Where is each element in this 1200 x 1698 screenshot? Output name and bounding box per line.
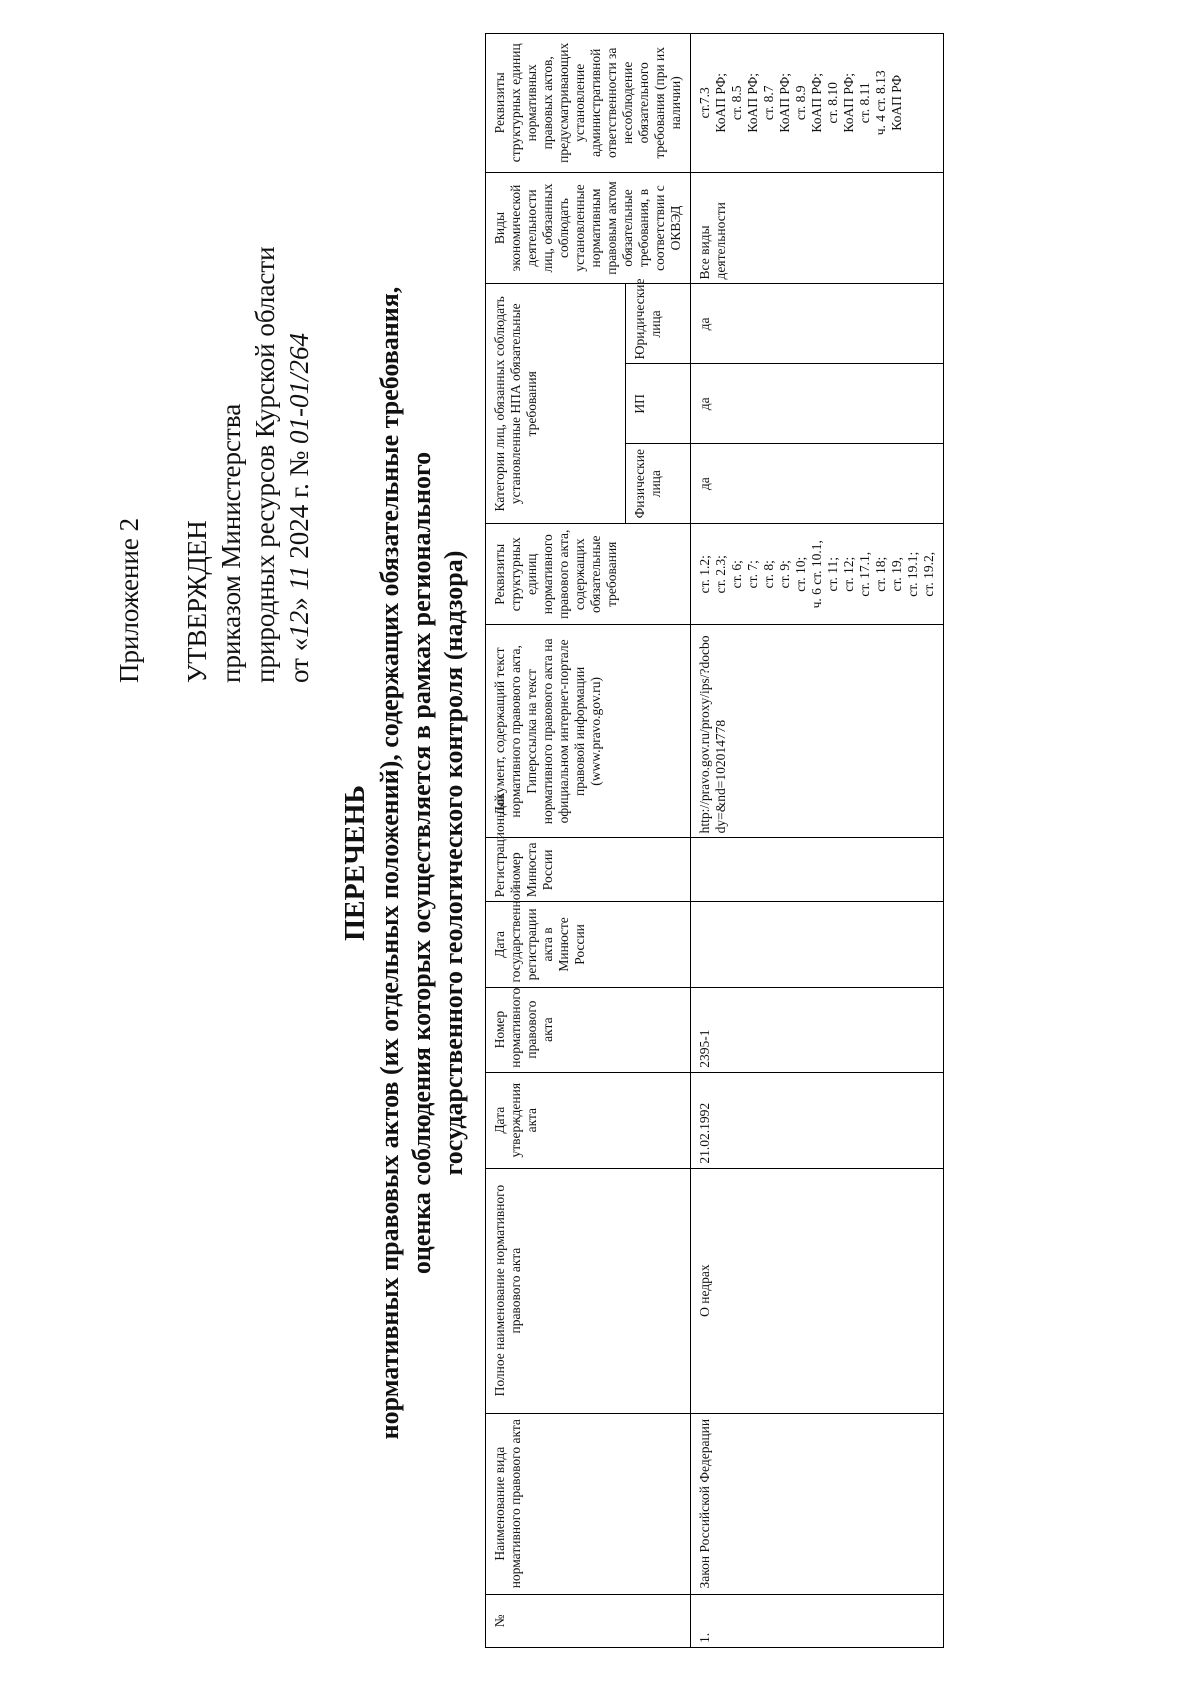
approved-label: УТВЕРЖДЕН [182,520,212,683]
requisite-item: ст. 10; [793,556,808,592]
col-kind: Наименование вида нормативного правового акта [486,1413,691,1594]
cell-reg-number [691,838,944,902]
koap-item: ч. 4 ст. 8.13 [873,70,888,136]
koap-item: КоАП РФ; [745,72,760,133]
date-mid: » [284,590,314,611]
col-legal: Юридические лица [626,284,691,364]
acts-table [485,33,944,1648]
date-year: 2024 г. № [284,450,314,559]
col-reg-date: Дата государственной регистрации акта в Минюсте России [486,902,691,987]
requisite-item: ст. 1.2; [697,555,712,594]
cell-reg-date [691,902,944,987]
col-act-number: Номер нормативного правового акта [486,987,691,1072]
koap-item: КоАП РФ; [841,72,856,133]
requisite-item: ст. 6; [729,560,744,589]
requisite-item: ст. 7; [745,560,760,589]
col-ip: ИП [626,364,691,444]
requisite-item: ст. 19.1; [905,551,920,597]
col-reg-number: Регистрационный номер Минюста России [486,838,691,902]
koap-item: ст.7.3 [697,87,712,119]
col-requisites: Реквизиты структурных единиц нормативного правового акта, содержащих обязательные требования [486,524,691,625]
koap-item: ст. 8.7 [761,85,776,121]
koap-item: ст. 8.10 [825,82,840,124]
heading-line-2: оценка соблюдения которых осуществляется в рамках регионального [407,451,436,1275]
koap-item: ст. 8.5 [729,85,744,121]
requisite-item: ст. 2.3; [713,555,728,594]
approval-line-1: приказом Министерства [216,403,246,683]
requisite-item: ст. 17.1, [857,551,872,597]
cell-document-link[interactable]: http://pravo.gov.ru/proxy/ips/?docbody=&nd=102014778 [691,625,944,838]
koap-item: ст. 8.11 [857,82,872,124]
col-activities: Виды экономической деятельности лиц, обязанных соблюдать установленные нормативным правовым актом обязательные требования, в соответствии с ОКВЭД [486,172,691,284]
koap-item: КоАП РФ [889,74,904,131]
date-prefix: от « [284,637,314,683]
requisite-item: ст. 19, [889,556,904,592]
approval-block [112,43,316,683]
date-day: 12 [284,610,314,638]
requisite-item: ст. 18; [873,556,888,592]
koap-item: КоАП РФ; [777,72,792,133]
koap-item: ст. 8.9 [793,85,808,121]
requisite-item: ст. 19.2, [921,551,936,597]
cell-koap [691,34,944,173]
koap-item: КоАП РФ; [809,72,824,133]
cell-activities: Все виды деятельности [691,172,944,284]
col-categories: Категории лиц, обязанных соблюдать установленные НПА обязательные требования [486,284,626,524]
requisite-item: ч. 6 ст. 10.1, [809,540,824,609]
cell-requisites [691,524,944,625]
date-month: 11 [284,565,314,591]
cell-legal: да [691,284,944,364]
requisite-item: ст. 12; [841,556,856,592]
col-koap: Реквизиты структурных единиц нормативных правовых актов, предусматривающих установление административной ответственности за несоблюдение обязательного требования (при их наличии) [486,34,691,173]
approval-date-line [282,43,316,683]
heading-line-3: государственного геологического контроля (надзора) [439,550,468,1176]
col-approval-date: Дата утверждения акта [486,1072,691,1168]
heading-line-1: нормативных правовых актов (их отдельных положений), содержащих обязательные требования, [375,286,404,1440]
requisite-item: ст. 8; [761,560,776,589]
col-num: № [486,1594,691,1647]
order-number: 01-01/264 [284,333,314,444]
koap-item: КоАП РФ; [713,72,728,133]
cell-full-name: О недрах [691,1168,944,1413]
document-title: ПЕРЕЧЕНЬ [340,785,371,941]
requisite-item: ст. 9; [777,560,792,589]
cell-ip: да [691,364,944,444]
col-full-name: Полное наименование нормативного правового акта [486,1168,691,1413]
appendix-label: Приложение 2 [114,517,144,683]
table-row [691,34,944,1648]
approval-line-2: природных ресурсов Курской области [250,246,280,683]
table-header-row [486,34,626,1648]
col-individuals: Физические лица [626,444,691,524]
cell-kind: Закон Российской Федерации [691,1413,944,1594]
document-heading [340,188,470,1538]
requisite-item: ст. 11; [825,557,840,592]
cell-individuals: да [691,444,944,524]
cell-act-number: 2395-1 [691,987,944,1072]
cell-num: 1. [691,1594,944,1647]
cell-approval-date: 21.02.1992 [691,1072,944,1168]
col-document: Документ, содержащий текст нормативного правового акта, Гиперссылка на текст нормативного правового акта на официальном интернет-портале правовой информации (www.pravo.gov.ru) [486,625,691,838]
